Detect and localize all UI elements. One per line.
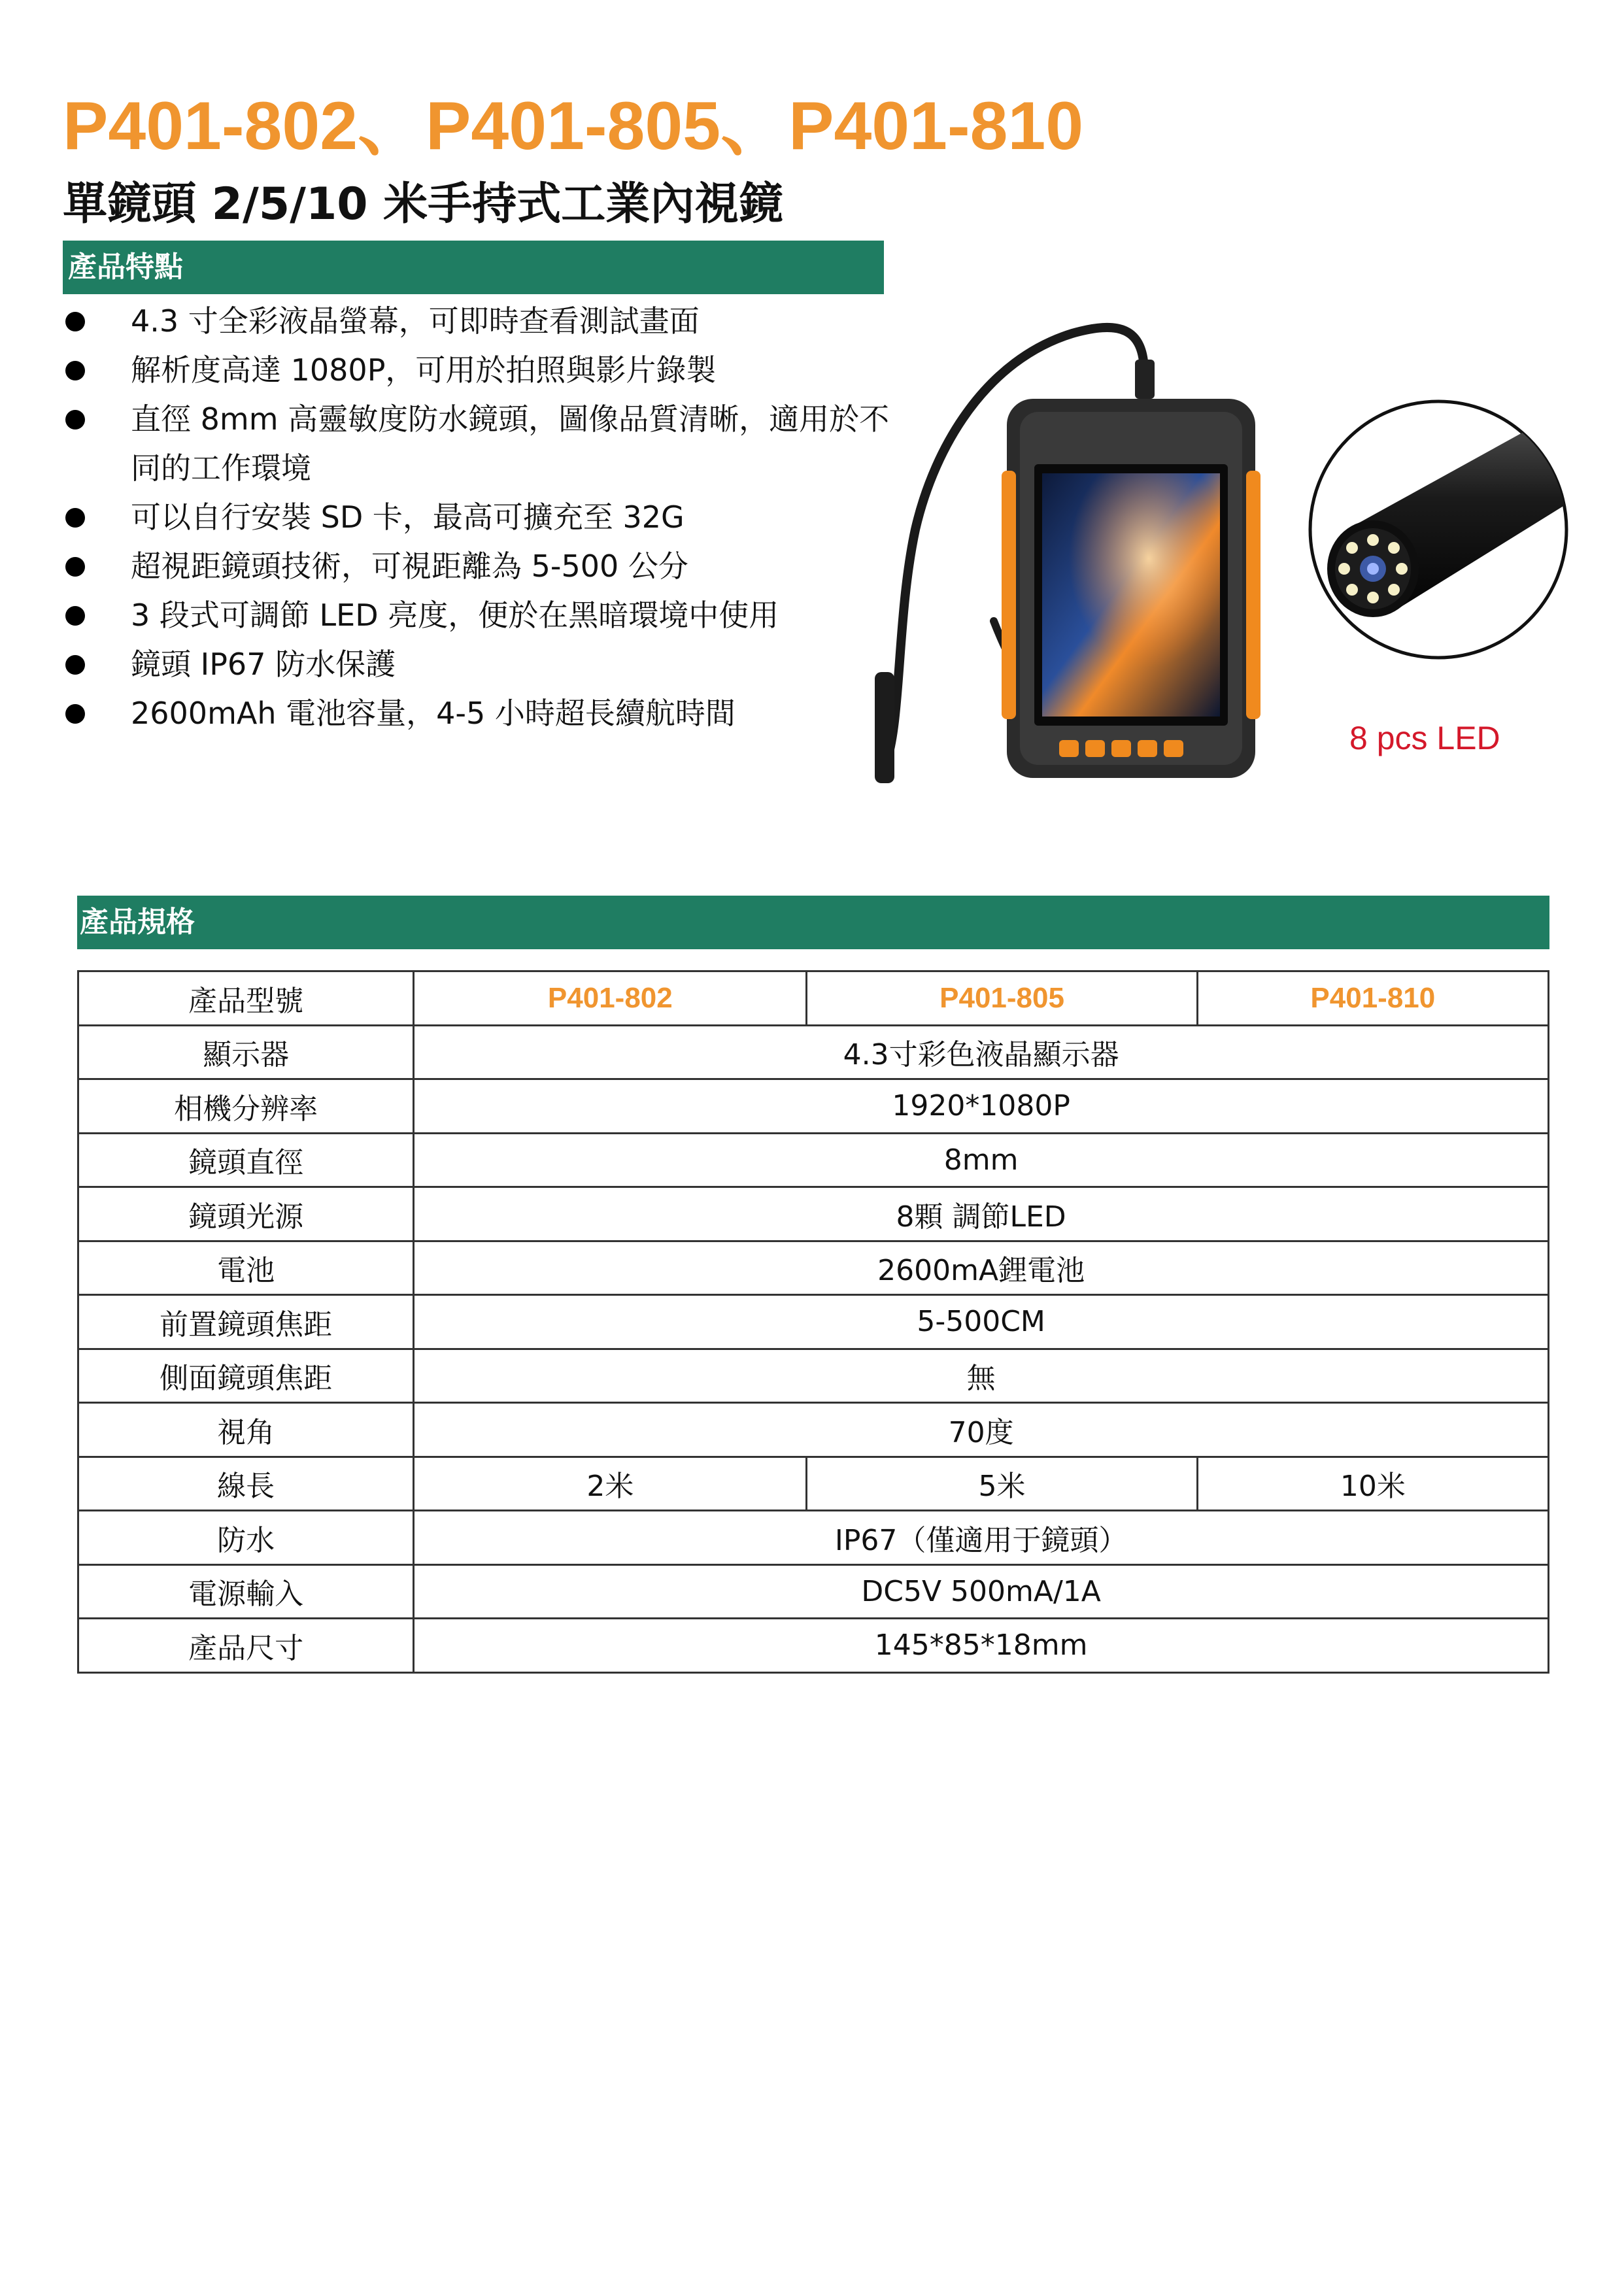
spec-value: 8顆 調節LED xyxy=(414,1187,1549,1241)
feature-text: 2600mAh 電池容量，4-5 小時超長續航時間 xyxy=(131,696,736,731)
feature-text: 4.3 寸全彩液晶螢幕，可即時查看測試畫面 xyxy=(131,303,700,339)
spec-value: 145*85*18mm xyxy=(414,1619,1549,1673)
table-row xyxy=(78,1403,1549,1457)
table-row xyxy=(78,1025,1549,1079)
spec-value: IP67（僅適用于鏡頭） xyxy=(414,1511,1549,1565)
feature-item xyxy=(63,395,906,493)
bullet-icon xyxy=(65,655,85,675)
table-row xyxy=(78,1133,1549,1187)
model-header-label: 產品型號 xyxy=(78,971,414,1026)
feature-item xyxy=(63,297,906,346)
feature-text: 鏡頭 IP67 防水保護 xyxy=(131,647,396,682)
feature-item xyxy=(63,640,906,689)
led-count-label: 8 pcs LED xyxy=(1349,720,1500,756)
spec-label: 相機分辨率 xyxy=(78,1079,414,1134)
page-title: P401-802、P401-805、P401-810 xyxy=(63,88,1084,164)
spec-value: 8mm xyxy=(414,1133,1549,1187)
feature-text: 解析度高達 1080P，可用於拍照與影片錄製 xyxy=(131,352,717,388)
spec-value-p401-805: 5米 xyxy=(807,1457,1197,1511)
table-row xyxy=(78,1079,1549,1134)
feature-text: 超視距鏡頭技術，可視距離為 5-500 公分 xyxy=(131,548,688,584)
feature-text: 直徑 8mm 高靈敏度防水鏡頭，圖像品質清晰，適用於不同的工作環境 xyxy=(131,401,890,486)
specs-heading: 產品規格 xyxy=(77,896,1549,949)
feature-item xyxy=(63,591,906,640)
bullet-icon xyxy=(65,704,85,724)
table-row xyxy=(78,1564,1549,1619)
feature-text: 3 段式可調節 LED 亮度，便於在黑暗環境中使用 xyxy=(131,598,779,633)
feature-item xyxy=(63,542,906,591)
feature-list xyxy=(63,297,906,738)
spec-label: 電池 xyxy=(78,1241,414,1295)
spec-label: 鏡頭光源 xyxy=(78,1187,414,1241)
table-row xyxy=(78,1619,1549,1673)
spec-value-p401-802: 2米 xyxy=(414,1457,807,1511)
spec-label: 防水 xyxy=(78,1511,414,1565)
feature-item xyxy=(63,493,906,542)
bullet-icon xyxy=(65,557,85,577)
spec-table xyxy=(77,970,1549,1674)
spec-value: 2600mA鋰電池 xyxy=(414,1241,1549,1295)
endoscope-device-icon xyxy=(856,314,1281,811)
table-row xyxy=(78,1295,1549,1349)
spec-value: DC5V 500mA/1A xyxy=(414,1564,1549,1619)
spec-value: 5-500CM xyxy=(414,1295,1549,1349)
spec-label: 側面鏡頭焦距 xyxy=(78,1349,414,1403)
spec-label: 顯示器 xyxy=(78,1025,414,1079)
table-row xyxy=(78,1187,1549,1241)
features-heading: 產品特點 xyxy=(63,241,884,294)
feature-item xyxy=(63,346,906,395)
feature-text: 可以自行安裝 SD 卡，最高可擴充至 32G xyxy=(131,499,685,535)
table-row xyxy=(78,1457,1549,1511)
spec-value: 70度 xyxy=(414,1403,1549,1457)
table-row xyxy=(78,1241,1549,1295)
spec-value: 1920*1080P xyxy=(414,1079,1549,1134)
feature-item xyxy=(63,689,906,738)
model-p401-802: P401-802 xyxy=(414,971,807,1026)
spec-value: 無 xyxy=(414,1349,1549,1403)
spec-label: 鏡頭直徑 xyxy=(78,1133,414,1187)
table-header-row xyxy=(78,971,1549,1026)
model-p401-810: P401-810 xyxy=(1197,971,1548,1026)
model-p401-805: P401-805 xyxy=(807,971,1197,1026)
spec-label: 前置鏡頭焦距 xyxy=(78,1295,414,1349)
spec-value-p401-810: 10米 xyxy=(1197,1457,1548,1511)
camera-lens-led-icon xyxy=(1301,392,1576,667)
table-row xyxy=(78,1349,1549,1403)
spec-label: 視角 xyxy=(78,1403,414,1457)
bullet-icon xyxy=(65,508,85,528)
spec-label: 產品尺寸 xyxy=(78,1619,414,1673)
spec-value: 4.3寸彩色液晶顯示器 xyxy=(414,1025,1549,1079)
bullet-icon xyxy=(65,606,85,626)
bullet-icon xyxy=(65,410,85,430)
spec-label: 線長 xyxy=(78,1457,414,1511)
bullet-icon xyxy=(65,361,85,380)
table-row xyxy=(78,1511,1549,1565)
spec-label: 電源輸入 xyxy=(78,1564,414,1619)
page-subtitle: 單鏡頭 2/5/10 米手持式工業內視鏡 xyxy=(63,178,784,230)
bullet-icon xyxy=(65,312,85,331)
